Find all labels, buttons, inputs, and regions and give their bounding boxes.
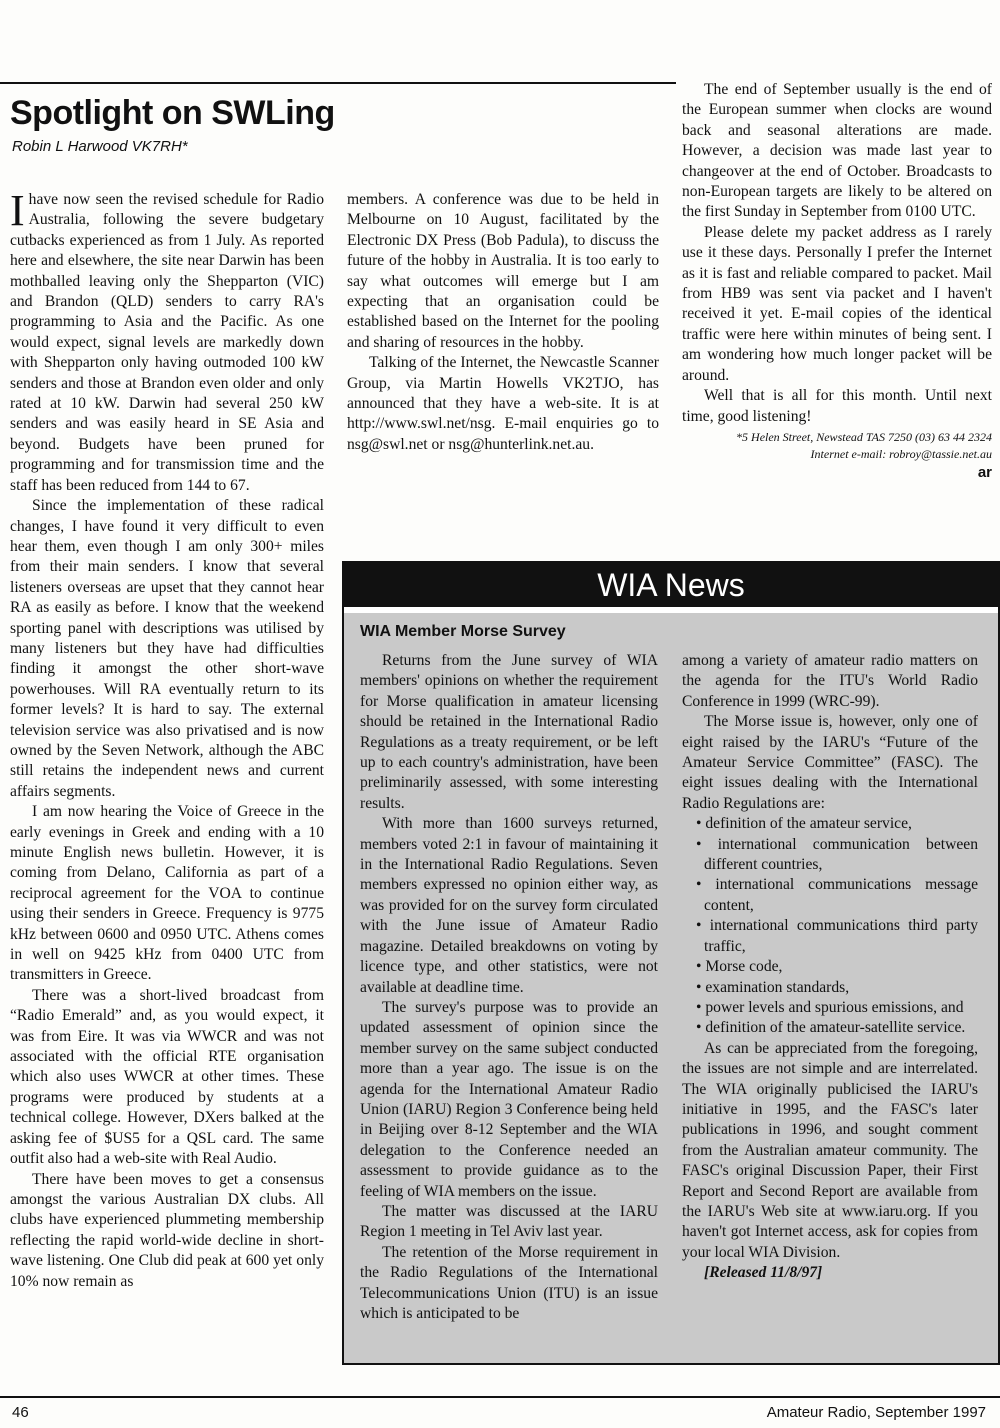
issues-list-item: • international communication between different countries, — [682, 835, 978, 876]
news-subtitle: WIA Member Morse Survey — [360, 623, 566, 640]
article-paragraph: There have been moves to get a consensus amongst the various Australian DX clubs. All clubs have experienced plummeting membership reflecting the rapid world-wide decline in short-wave listening. One Club did peak at 600 yet only 10% now remain as — [10, 1170, 324, 1290]
drop-cap: I — [10, 186, 25, 235]
wia-news-header: WIA News — [344, 563, 998, 607]
issues-list-item: • international communications message content, — [682, 875, 978, 916]
author-email: Internet e-mail: robroy@tassie.net.au — [810, 446, 992, 461]
article-paragraph: Talking of the Internet, the Newcastle Scanner Group, via Martin Howells VK2TJO, has announced that they have a web-site. It is at http://www.swl.net/nsg. E-mail enquiries go to nsg@swl.net or nsg@hunterlink.net.au. — [347, 354, 659, 453]
footer-rule — [0, 1396, 1000, 1398]
article-byline: Robin L Harwood VK7RH* — [12, 138, 188, 155]
article-column-2 — [347, 190, 659, 455]
news-paragraph: The matter was discussed at the IARU Region 1 meeting in Tel Aviv last year. — [360, 1202, 658, 1241]
issues-list-item: • international communications third party traffic, — [682, 916, 978, 957]
article-column-3 — [682, 80, 992, 483]
wia-news-box — [342, 561, 1000, 1365]
article-paragraph: There was a short-lived broadcast from “Radio Emerald” and, as you would expect, it was from Eire. It was via WWCR and was not associated with the official RTE organisation which also uses WWCR at other times. These programs were produced by students at a technical college. However, DXers balked at the asking fee of $US5 for a QSL card. The same outfit also had a web-site with Real Audio. — [10, 986, 324, 1168]
article-paragraph: members. A conference was due to be held in Melbourne on 10 August, facilitated by the Electronic DX Press (Bob Padula), to discuss the future of the hobby in Australia. It is too early to say what outcomes will emerge but I am expecting that an organisation could be established based on the Internet for the pooling and sharing of resources in the hobby. — [347, 191, 659, 351]
issues-list-item: • power levels and spurious emissions, and — [682, 998, 978, 1018]
news-paragraph: Returns from the June survey of WIA members' opinions on whether the requirement for Morse qualification in amateur licensing should be retained in the International Radio Regulations as a treaty requirement, or be left up to each country's administration, have been preliminarily assessed, with some interesting results. — [360, 652, 658, 812]
issues-list — [682, 814, 978, 1038]
article-paragraph: Ihave now seen the revised schedule for Radio Australia, following the severe budgetary cutbacks experienced as from 1 July. As reported here and elsewhere, the site near Darwin has been mothballed leaving only the Shepparton (VIC) and Brandon (QLD) senders to carry RA's programming to Asia and the Pacific. As one would expect, signal levels are markedly down with Shepparton only having outmoded 100 kW senders and those at Brandon even older and only rated at 10 kW. Darwin had several 250 kW senders and was easily heard in SE Asia and beyond. Budgets have been pruned for programming and for transmission time and the staff has been reduced from 144 to 67. — [10, 186, 324, 494]
news-column-1 — [360, 651, 658, 1324]
page-number: 46 — [12, 1404, 29, 1421]
issues-list-item: • definition of the amateur service, — [682, 814, 978, 834]
wia-news-body — [344, 607, 998, 1363]
news-paragraph: The survey's purpose was to provide an updated assessment of opinion since the member survey on the same subject conducted more than a year ago. The issue is on the agenda for the International Amateur Radio Union (IARU) Region 3 Conference being held in Beijing over 8-12 September and the WIA delegation to the Conference needed an assessment to provide guidance as to the feeling of WIA members on the issue. — [360, 998, 658, 1200]
news-paragraph: The Morse issue is, however, only one of eight raised by the IARU's “Future of the Amateur Service Committee” (FASC). The eight issues dealing with the International Radio Regulations are: — [682, 713, 978, 812]
top-rule — [0, 82, 676, 84]
news-paragraph: As can be appreciated from the foregoing, the issues are not simple and are interrelated. The WIA originally publicised the IARU's initiative in 1995, and the FASC's later publications in 1996, and sought comment from the Australian amateur community. The FASC's original Discussion Paper, their First Report and Second Report are available from the IARU's Web site at www.iaru.org. If you haven't got Internet access, ask for copies from your local WIA Division. — [682, 1039, 978, 1261]
news-paragraph: With more than 1600 surveys returned, members voted 2:1 in favour of maintaining it in the International Radio Regulations. Seven members expressed no opinion either way, as was provided for on the survey form circulated with the June issue of Amateur Radio magazine. Detailed breakdowns on voting by licence type, and other statistics, were not available at deadline time. — [360, 815, 658, 996]
article-paragraph: Well that is all for this month. Until next time, good listening! — [682, 387, 992, 425]
issues-list-item: • Morse code, — [682, 957, 978, 977]
news-paragraph: The retention of the Morse requirement in the Radio Regulations of the International Telecommunications Union (ITU) is an issue which is anticipated to be — [360, 1243, 658, 1322]
article-paragraph: The end of September usually is the end of the European summer when clocks are wound back and seasonal alterations are made. However, a decision was made last year to changeover at the end of October. Broadcasts to non-European targets are likely to be altered on the first Sunday in September from 0100 UTC. — [682, 81, 992, 221]
end-mark: ar — [977, 463, 992, 481]
publication-info: Amateur Radio, September 1997 — [766, 1404, 986, 1421]
issues-list-item: • examination standards, — [682, 978, 978, 998]
article-paragraph: I am now hearing the Voice of Greece in the early evenings in Greek and ending with a 10 minute English news bulletin. However, it is coming from Delano, California as part of a reciprocal agreement for the VOA to continue using their senders in Greece. Frequency is 9775 kHz between 0600 and 0950 UTC. Athens comes in well on 9425 kHz from 0400 UTC from transmitters in Greece. — [10, 803, 324, 984]
article-column-1 — [10, 186, 324, 1292]
article-paragraph: Since the implementation of these radical changes, I have found it very difficult to even hear them, even though I am only 300+ miles from their main senders. I know that several listeners overseas are upset that they cannot hear RA as easily as before. I know that the weekend sporting panel with descriptions was utilised by many listeners but they have had difficulties finding it amongst the other short-wave powerhouses. Will RA eventually return to its former levels? It is hard to say. The external television service was also privatised and is now owned by the Seven Network, although the ABC still retains the independent news and current affairs segments. — [10, 497, 324, 800]
issues-list-item: • definition of the amateur-satellite service. — [682, 1018, 978, 1038]
news-column-2 — [682, 651, 978, 1284]
article-paragraph: Please delete my packet address as I rarely use it these days. Personally I prefer the Internet as it is fast and reliable compared to packet. Mail from HB9 was sent via packet and I haven't received it yet. E-mail copies of the identical traffic were here within minutes of being sent. I am wondering how much longer packet will be around. — [682, 223, 992, 384]
author-address: *5 Helen Street, Newstead TAS 7250 (03) 63 44 2324 — [736, 429, 992, 444]
article-title: Spotlight on SWLing — [10, 94, 335, 132]
release-date: [Released 11/8/97] — [704, 1264, 823, 1282]
news-paragraph: among a variety of amateur radio matters on the agenda for the ITU's World Radio Conference in 1999 (WRC-99). — [682, 652, 978, 710]
